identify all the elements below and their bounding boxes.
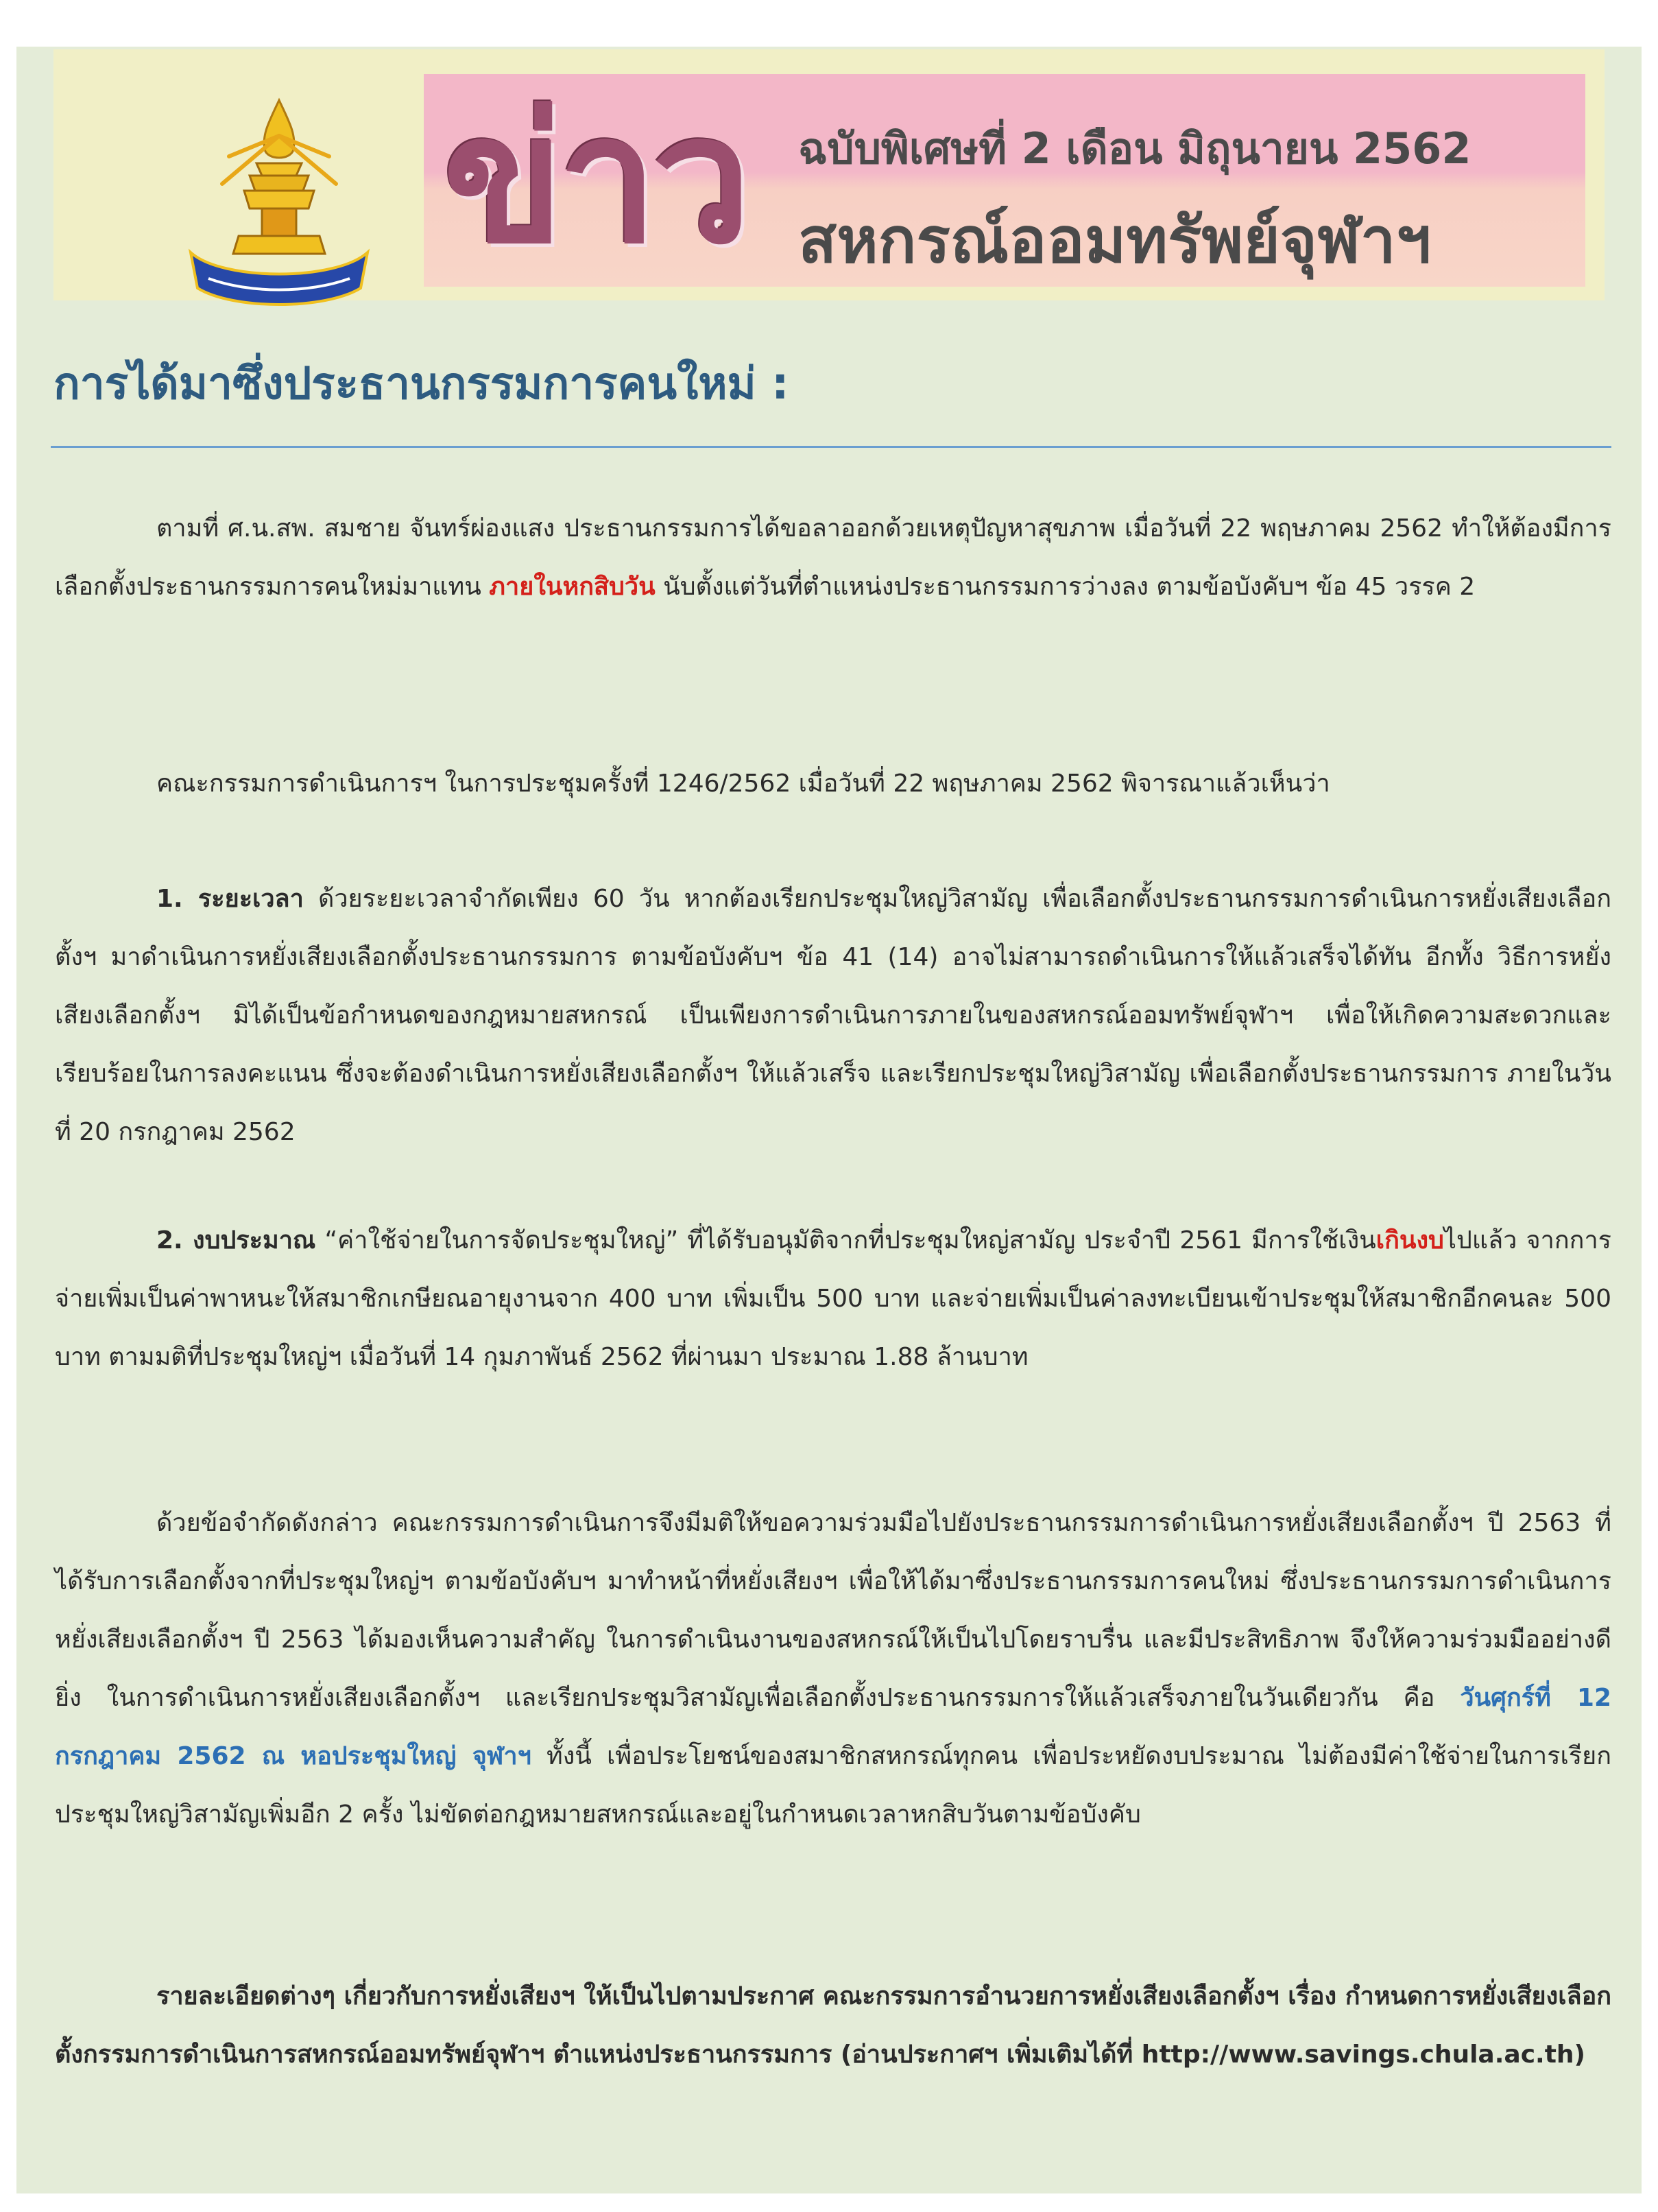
chula-coop-emblem-icon xyxy=(181,95,377,307)
p4-text-end: ไปแล้ว จากการจ่ายเพิ่มเป็นค่าพาหนะให้สมาชิกเกษียณอายุงานจาก 400 บาท เพิ่มเป็น 500 บาท และจ่ายเพิ่มเป็นค่าลงทะเบียนเข้าประชุมให้สมาชิกอีกคนละ 500 บาท ตามมติที่ประชุมใหญ่ฯ เมื่อวันที่ 14 กุมภาพันธ์ 2562 ที่ผ่านมา ประมาณ 1.88 ล้านบาท xyxy=(55,1226,1611,1371)
p1-text-end: นับตั้งแต่วันที่ตำแหน่งประธานกรรมการว่างลง ตามข้อบังคับฯ ข้อ 45 วรรค 2 xyxy=(655,573,1476,601)
paragraph-4 xyxy=(55,1211,1611,1386)
p2-text: คณะกรรมการดำเนินการฯ ในการประชุมครั้งที่ 1246/2562 เมื่อวันที่ 22 พฤษภาคม 2562 พิจารณาแล้วเห็นว่า xyxy=(156,770,1330,798)
p5-text: ด้วยข้อจำกัดดังกล่าว คณะกรรมการดำเนินการจึงมีมติให้ขอความร่วมมือไปยังประธานกรรมการดำเนินการหยั่งเสียงเลือกตั้งฯ ปี 2563 ที่ได้รับการเลือกตั้งจากที่ประชุมใหญ่ฯ ตามข้อบังคับฯ มาทำหน้าที่หยั่งเสียงฯ เพื่อให้ได้มาซึ่งประธานกรรมการคนใหม่ ซึ่งประธานกรรมการดำเนินการหยั่งเสียงเลือกตั้งฯ ปี 2563 ได้มองเห็นความสำคัญ ในการดำเนินงานของสหกรณ์ให้เป็นไปโดยราบรื่น และมีประสิทธิภาพ จึงให้ความร่วมมืออย่างดียิ่ง ในการดำเนินการหยั่งเสียงเลือกตั้งฯ และเรียกประชุมวิสามัญเพื่อเลือกตั้งประธานกรรมการให้แล้วเสร็จภายในวันเดียวกัน คือ xyxy=(55,1509,1611,1712)
banner-edition: ฉบับพิเศษที่ 2 เดือน มิถุนายน 2562 xyxy=(798,123,1471,174)
p5-text-end: ทั้งนี้ เพื่อประโยชน์ของสมาชิกสหกรณ์ทุกคน เพื่อประหยัดงบประมาณ ไม่ต้องมีค่าใช้จ่ายในการเรียกประชุมใหญ่วิสามัญเพิ่มอีก 2 ครั้ง ไม่ขัดต่อกฎหมายสหกรณ์และอยู่ในกำหนดเวลาหกสิบวันตามข้อบังคับ xyxy=(55,1742,1611,1829)
title-divider xyxy=(51,446,1611,448)
banner-word: ข่าว xyxy=(443,77,747,283)
paragraph-1 xyxy=(55,499,1611,616)
page-title: การได้มาซึ่งประธานกรรมการคนใหม่ : xyxy=(53,359,789,409)
paragraph-2 xyxy=(55,754,1611,813)
p6-text: รายละเอียดต่างๆ เกี่ยวกับการหยั่งเสียงฯ ให้เป็นไปตามประกาศ คณะกรรมการอำนวยการหยั่งเสียงเลือกตั้งฯ เรื่อง กำหนดการหยั่งเสียงเลือกตั้งกรรมการดำเนินการสหกรณ์ออมทรัพย์จุฬาฯ ตำแหน่งประธานกรรมการ (อ่านประกาศฯ เพิ่มเติมได้ที่ http://www.savings.chula.ac.th) xyxy=(55,1982,1611,2069)
banner-org: สหกรณ์ออมทรัพย์จุฬาฯ xyxy=(798,204,1432,277)
p1-highlight: ภายในหกสิบวัน xyxy=(489,573,656,601)
p3-heading: 1. ระยะเวลา xyxy=(156,885,304,913)
banner-title-panel xyxy=(424,74,1585,287)
p4-heading: 2. งบประมาณ xyxy=(156,1226,316,1254)
newsletter-page xyxy=(16,47,1642,2193)
p5-highlight: วันศุกร์ที่ 12 กรกฎาคม 2562 ณ หอประชุมใหญ่ จุฬาฯ xyxy=(55,1684,1611,1770)
header-band xyxy=(53,49,1605,300)
paragraph-6 xyxy=(55,1967,1611,2084)
paragraph-3 xyxy=(55,870,1611,1161)
p1-text: ตามที่ ศ.น.สพ. สมชาย จันทร์ผ่องแสง ประธานกรรมการได้ขอลาออกด้วยเหตุปัญหาสุขภาพ เมื่อวันที่ 22 พฤษภาคม 2562 ทำให้ต้องมีการเลือกตั้งประธานกรรมการคนใหม่มาแทน xyxy=(55,514,1611,601)
p3-text: ด้วยระยะเวลาจำกัดเพียง 60 วัน หากต้องเรียกประชุมใหญ่วิสามัญ เพื่อเลือกตั้งประธานกรรมการดำเนินการหยั่งเสียงเลือกตั้งฯ มาดำเนินการหยั่งเสียงเลือกตั้งประธานกรรมการ ตามข้อบังคับฯ ข้อ 41 (14) อาจไม่สามารถดำเนินการให้แล้วเสร็จได้ทัน อีกทั้ง วิธีการหยั่งเสียงเลือกตั้งฯ มิได้เป็นข้อกำหนดของกฎหมายสหกรณ์ เป็นเพียงการดำเนินการภายในของสหกรณ์ออมทรัพย์จุฬาฯ เพื่อให้เกิดความสะดวกและเรียบร้อยในการลงคะแนน ซึ่งจะต้องดำเนินการหยั่งเสียงเลือกตั้งฯ ให้แล้วเสร็จ และเรียกประชุมใหญ่วิสามัญ เพื่อเลือกตั้งประธานกรรมการ ภายในวันที่ 20 กรกฎาคม 2562 xyxy=(55,885,1611,1146)
p4-highlight: เกินงบ xyxy=(1375,1226,1444,1254)
paragraph-5 xyxy=(55,1494,1611,1844)
p4-text: “ค่าใช้จ่ายในการจัดประชุมใหญ่” ที่ได้รับอนุมัติจากที่ประชุมใหญ่สามัญ ประจำปี 2561 มีการใช้เงิน xyxy=(315,1226,1376,1254)
